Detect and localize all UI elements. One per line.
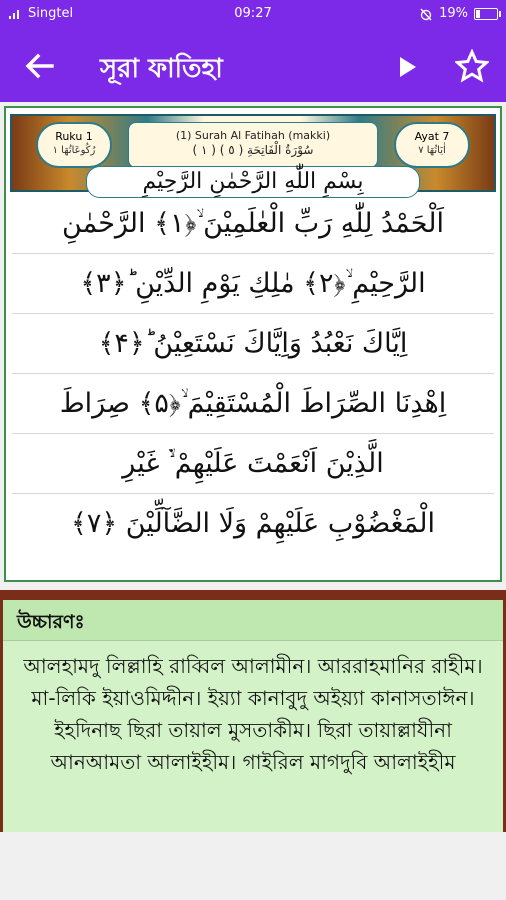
- surah-header-frame: [10, 114, 496, 192]
- battery-fill: [476, 10, 480, 18]
- ayah-line: اَلْحَمْدُ لِلّٰهِ رَبِّ الْعٰلَمِيْنَ ۙ﴿۱﴾ الرَّحْمٰنِ: [12, 194, 494, 254]
- ayah-line: اِهْدِنَا الصِّرَاطَ الْمُسْتَقِيْمَ ۙ﴿۵﴾ صِرَاطَ: [12, 374, 494, 434]
- star-icon[interactable]: [455, 49, 489, 83]
- battery-icon: [474, 8, 498, 20]
- quran-page: [4, 106, 502, 582]
- back-arrow-icon[interactable]: [22, 50, 56, 82]
- battery-percent: 19%: [439, 6, 468, 21]
- status-right: [419, 6, 498, 21]
- ayah-line: الرَّحِيْمِ ۙ﴿۲﴾ مٰلِكِ يَوْمِ الدِّيْنِ ؕ﴿۳﴾: [12, 254, 494, 314]
- basmala: بِسْمِ اللّٰهِ الرَّحْمٰنِ الرَّحِيْمِ: [86, 166, 420, 198]
- clock: 09:27: [234, 6, 272, 21]
- ayat-label: Ayat 7: [414, 130, 450, 143]
- ayah-line: الَّذِيْنَ اَنْعَمْتَ عَلَيْهِمْ ۙ۬ غَيْرِ: [12, 434, 494, 494]
- carrier-name: Singtel: [28, 6, 74, 21]
- app-bar: [0, 30, 506, 102]
- pronunciation-panel[interactable]: [0, 600, 506, 832]
- section-divider: [0, 590, 506, 600]
- ayah-line: الْمَغْضُوْبِ عَلَيْهِمْ وَلَا الضَّآلِّيْنَ ﴿۷﴾: [71, 508, 435, 539]
- ruku-arabic: رُكُوعَاتُهَا ١: [52, 145, 96, 156]
- ruku-label: Ruku 1: [55, 130, 93, 143]
- surah-arabic: ( ١ ) سُوْرَةُ الْفَاتِحَةِ ( ٥ ): [192, 143, 314, 157]
- page-title: সূরা ফাতিহা: [100, 54, 223, 84]
- status-bar: [0, 0, 506, 30]
- pronunciation-text: আলহামদু লিল্লাহি রাব্বিল আলামীন। আররাহমানির রাহীম। মা-লিকি ইয়াওমিদ্দীন। ইয়্যা কানাবুদু অইয়্যা কানাসতাঈন। ইহদিনাছ ছিরা তায়াল মুসতাকীম। ছিরা তায়াল্লাযীনা আনআমতা আলাইহীম। গাইরিল মাগদুবি আলাইহীম: [23, 654, 483, 774]
- ayah-line: اِيَّاكَ نَعْبُدُ وَاِيَّاكَ نَسْتَعِيْنُ ؕ﴿۴﴾: [12, 314, 494, 374]
- pronunciation-header: [3, 600, 503, 641]
- ayat-medallion: [394, 122, 470, 168]
- bottom-blank-area: [0, 832, 506, 900]
- play-icon[interactable]: [392, 52, 422, 82]
- pronunciation-heading: উচ্চারণঃ: [17, 611, 85, 633]
- ayat-arabic: اٰيَاتُهَا ٧: [418, 145, 446, 156]
- alarm-off-icon: [419, 7, 433, 21]
- ayah-lines: [12, 194, 494, 574]
- surah-title-box: [128, 122, 378, 168]
- ruku-medallion: [36, 122, 112, 168]
- surah-label: (1) Surah Al Fatihah (makki): [175, 129, 331, 142]
